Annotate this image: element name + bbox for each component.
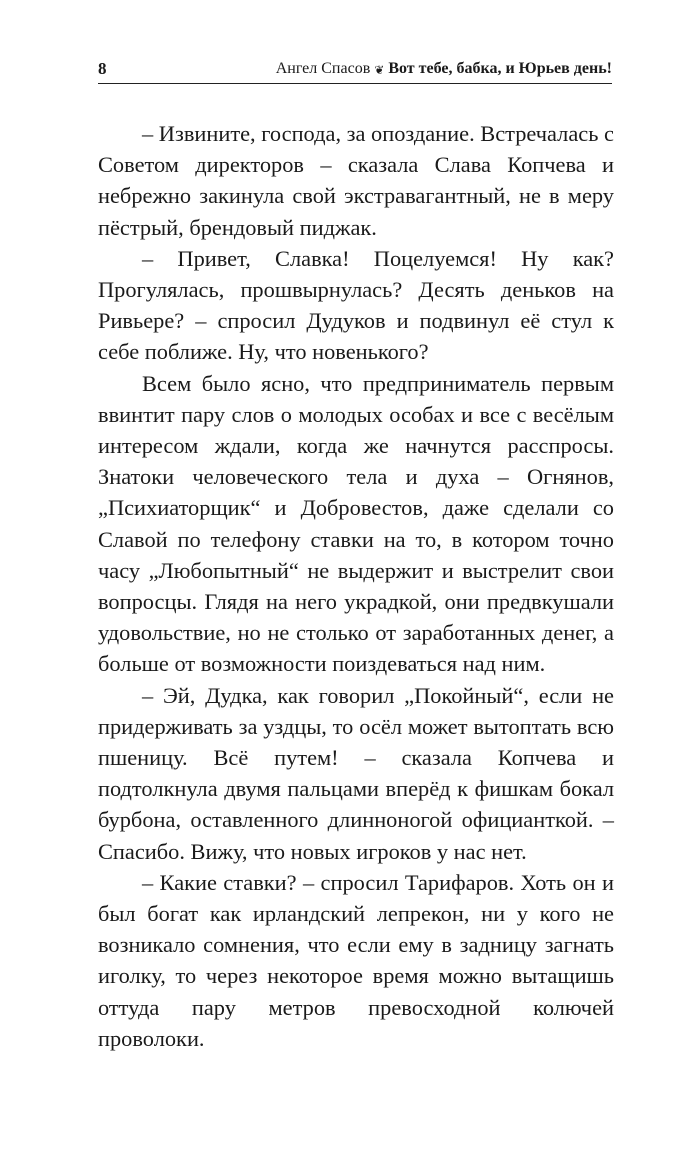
body-text bbox=[98, 118, 614, 1054]
page-number: 8 bbox=[98, 59, 107, 78]
paragraph: – Какие ставки? – спросил Тарифаров. Хоть он и был богат как ирландский лепрекон, ни у кого не возникало сомнения, что если ему в задницу загнать иголку, то через некоторое время можно вытащишь оттуда пару метров превосходной колючей проволоки. bbox=[98, 869, 614, 1051]
running-head bbox=[276, 61, 612, 77]
paragraph: Всем было ясно, что предприниматель первым ввинтит пару слов о молодых особах и все с весёлым интересом ждали, когда же начнутся расспросы. Знатоки человеческого тела и духа – Огнянов, „Психиаторщик“ и Добровестов, даже сделали со Славой по телефону ставки на то, в котором точно часу „Любопытный“ не выдержит и выстрелит свои вопросцы. Глядя на него украдкой, они предвкушали удовольствие, но не столько от заработанных денег, а больше от возможности поиздеваться над ним. bbox=[98, 370, 614, 677]
paragraph: – Извините, господа, за опоздание. Встречалась с Советом директоров – сказала Слава Копчева и небрежно закинула свой экстравагантный, не в меру пёстрый, брендовый пиджак. bbox=[98, 121, 614, 240]
running-header bbox=[98, 58, 612, 84]
paragraph: – Привет, Славка! Поцелуемся! Ну как? Прогулялась, прошвырнулась? Десять деньков на Ривьере? – спросил Дудуков и подвинул её стул к себе поближе. Ну, что новенького? bbox=[98, 245, 614, 365]
author-name: Ангел Спасов bbox=[275, 60, 371, 77]
book-title: Вот тебе, бабка, и Юрьев день! bbox=[388, 60, 612, 77]
paragraph: – Эй, Дудка, как говорил „Покойный“, если не придерживать за уздцы, то осёл может вытоптать всю пшеницу. Всё путем! – сказала Копчева и подтолкнула двумя пальцами вперёд к фишкам бокал бурбона, оставленного длинноногой официанткой. – Спасибо. Вижу, что новых игроков у нас нет. bbox=[98, 682, 614, 864]
leaf-ornament-icon: ❦ bbox=[374, 63, 385, 77]
